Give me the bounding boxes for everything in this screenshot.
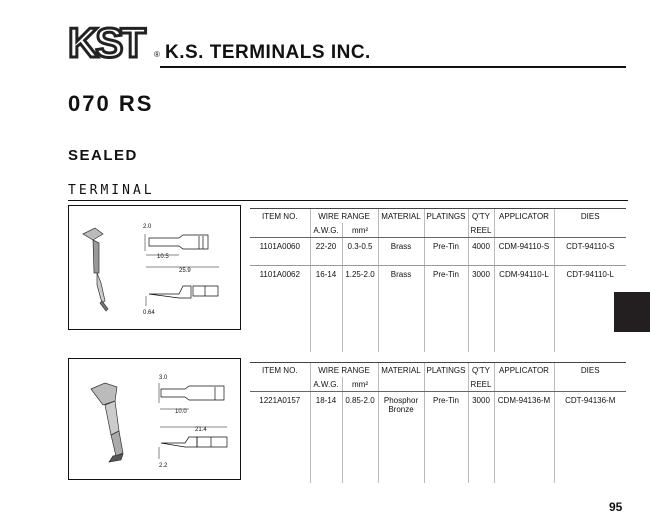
cell-plating: Pre-Tin: [424, 392, 468, 420]
th-platings: PLATINGS: [424, 363, 468, 378]
terminal-drawing-2: [68, 358, 241, 480]
section-title: TERMINAL: [68, 183, 155, 198]
cell-applicator: CDM-94110-S: [494, 238, 554, 266]
section-tab-marker: [614, 292, 650, 332]
terminal-iso-icon-1: [83, 228, 108, 311]
series-title: 070 RS: [68, 91, 154, 116]
th-material: MATERIAL: [378, 363, 424, 378]
dim-d-1: 0.64: [143, 310, 155, 316]
cell-plating: Pre-Tin: [424, 238, 468, 266]
cell-mm2: 0.85-2.0: [342, 392, 378, 420]
th-reel: REEL: [468, 377, 494, 392]
cell-item: 1221A0157: [259, 396, 301, 405]
th-dies: DIES: [554, 363, 626, 378]
dim-d-2: 2.2: [159, 463, 168, 469]
th-qty: Q'TY: [468, 363, 494, 378]
terminal-drawing-svg-1: [69, 206, 240, 329]
spec-table-2: [250, 362, 626, 483]
company-name: K.S. TERMINALS INC.: [165, 42, 371, 63]
terminal-side-view-1: [149, 235, 208, 249]
page-number: 95: [609, 500, 623, 514]
cell-applicator: CDM-94136-M: [494, 392, 554, 420]
th-reel: REEL: [468, 223, 494, 238]
dim-c-2: 21.4: [195, 427, 207, 433]
sealed-subtitle: SEALED: [68, 147, 138, 164]
th-dies: DIES: [554, 209, 626, 224]
cell-mm2: 1.25-2.0: [342, 266, 378, 294]
terminal-side-view-2: [161, 386, 224, 400]
terminal-iso-icon-2: [91, 383, 123, 462]
terminal-drawing-1: [68, 205, 241, 330]
th-mm2: mm²: [342, 223, 378, 238]
th-item-no: ITEM NO.: [250, 209, 310, 224]
th-wire-range: WIRE RANGE: [310, 363, 378, 378]
th-mm2: mm²: [342, 377, 378, 392]
th-applicator: APPLICATOR: [494, 363, 554, 378]
svg-text:KST: KST: [68, 22, 143, 60]
dim-b-2: 10.0: [175, 409, 187, 415]
dim-c-1: 25.9: [179, 268, 191, 274]
terminal-drawing-svg-2: [69, 359, 240, 479]
cell-dies: CDT-94110-S: [554, 238, 626, 266]
cell-dies: CDT-94110-L: [554, 266, 626, 294]
th-material: MATERIAL: [378, 209, 424, 224]
registered-mark: ®: [154, 50, 160, 59]
cell-awg: 16-14: [310, 266, 342, 294]
th-awg: A.W.G.: [310, 377, 342, 392]
cell-mm2: 0.3-0.5: [342, 238, 378, 266]
cell-qty: 4000: [468, 238, 494, 266]
cell-material: Brass: [378, 238, 424, 266]
cell-item: 1101A0060: [250, 238, 310, 266]
th-item-no: ITEM NO.: [250, 363, 310, 378]
table-row: [250, 392, 626, 420]
table-row: [250, 266, 626, 294]
cell-material: Brass: [378, 266, 424, 294]
kst-logo: [68, 22, 154, 60]
cell-material: Phosphor Bronze: [378, 392, 424, 420]
dim-b-1: 10.5: [157, 254, 169, 260]
cell-qty: 3000: [468, 392, 494, 420]
dim-a-2: 3.0: [159, 375, 168, 381]
table-row: [250, 238, 626, 266]
terminal-top-view-2: [161, 437, 227, 447]
th-qty: Q'TY: [468, 209, 494, 224]
section-rule: [68, 200, 628, 201]
spec-table-1: [250, 208, 626, 352]
cell-qty: 3000: [468, 266, 494, 294]
header-rule: [160, 66, 626, 68]
th-wire-range: WIRE RANGE: [310, 209, 378, 224]
terminal-top-view-1: [149, 286, 218, 298]
cell-awg: 22-20: [310, 238, 342, 266]
cell-item: 1101A0062: [259, 270, 300, 279]
th-platings: PLATINGS: [424, 209, 468, 224]
cell-awg: 18-14: [310, 392, 342, 420]
dim-a-1: 2.0: [143, 224, 152, 230]
th-applicator: APPLICATOR: [494, 209, 554, 224]
th-awg: A.W.G.: [310, 223, 342, 238]
cell-applicator: CDM-94110-L: [494, 266, 554, 294]
cell-dies: CDT-94136-M: [554, 392, 626, 420]
cell-plating: Pre-Tin: [424, 266, 468, 294]
